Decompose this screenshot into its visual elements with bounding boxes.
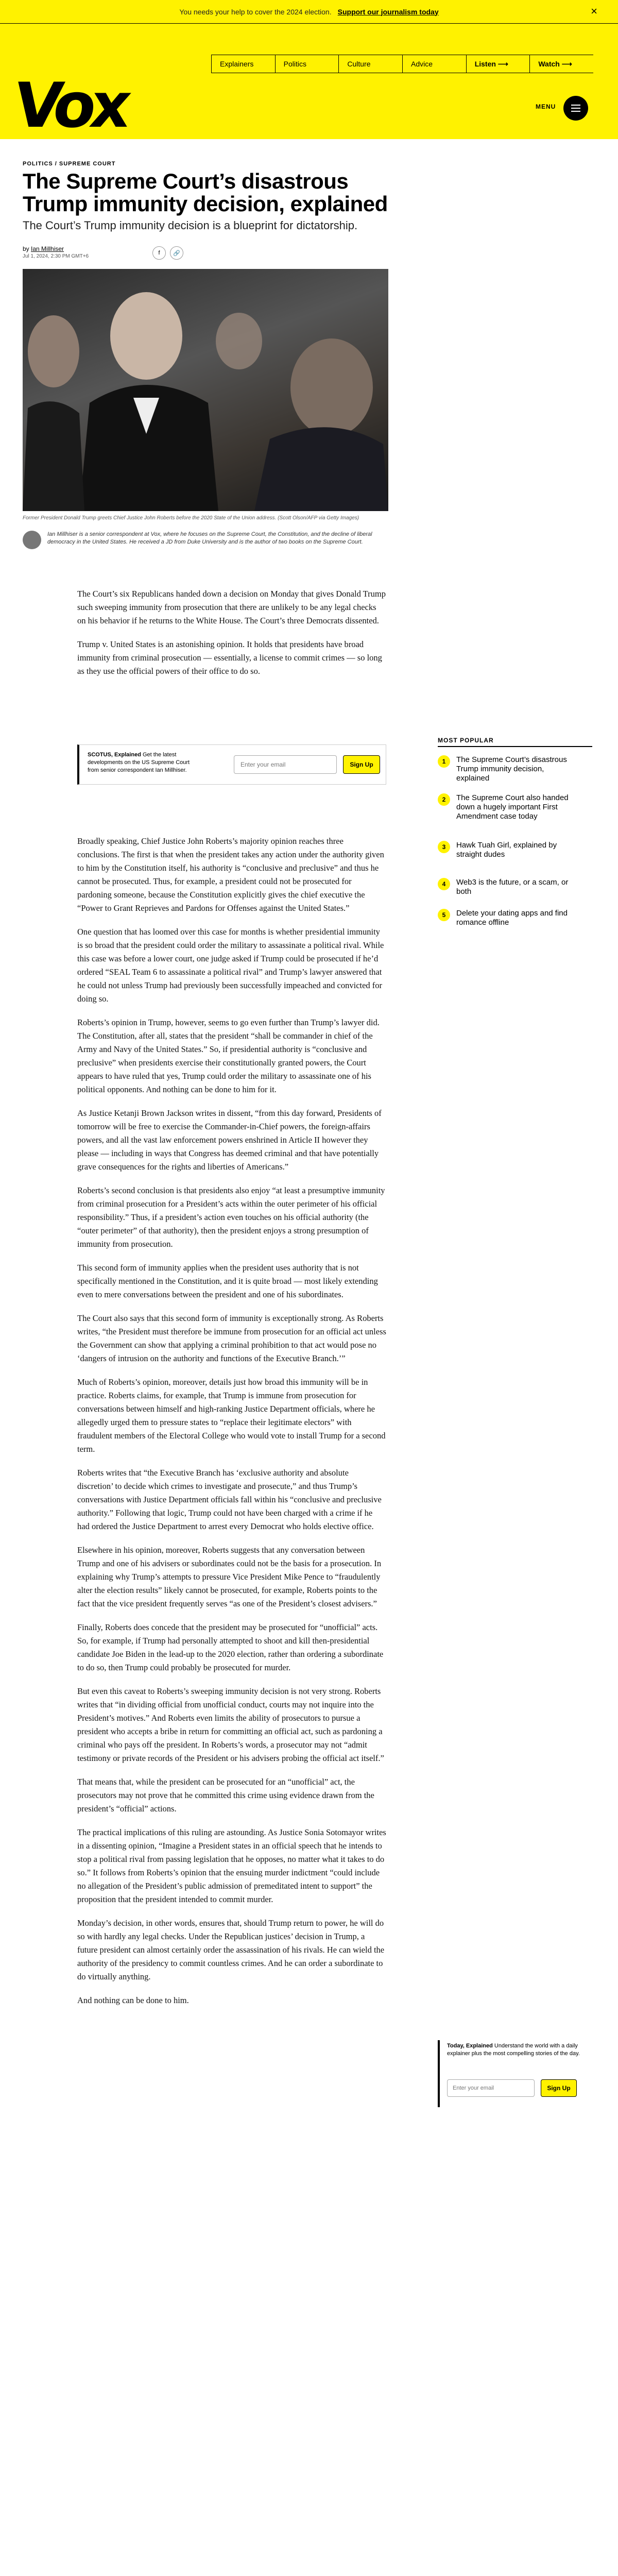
byline bbox=[23, 245, 64, 252]
paragraph: That means that, while the president can be prosecuted for an “unofficial” act, the prosecutors may not prove that he committed this crime using evidence drawn from the president’s “official” actions. bbox=[77, 1777, 374, 1814]
paragraph: But even this caveat to Roberts’s sweeping immunity decision is not very strong. Roberts writes that “in dividing official from unofficial conduct, courts may not inquire into the President’s motives.” And Roberts even limits the ability of prosecutors to pursue a president who accepts a bribe in return for committing an official act, such as pardoning a criminal who pays off the president. In Roberts’s words, a prosecutor may not “admit testimony or private records of the President or his advisers probing the official act itself.” bbox=[77, 1686, 384, 1763]
paragraph: Elsewhere in his opinion, moreover, Roberts suggests that any conversation between Trump and one of his advisers or subordinates could not be the basis for a prosecution. In explaining why Trump’s attempts to pressure Vice President Mike Pence to “fraudulently alter the election results” likely cannot be prosecuted, for example, Roberts points to the fact that the vice president frequently serves “as one of the President’s closest advisers.” bbox=[77, 1545, 382, 1608]
newsletter-title: SCOTUS, Explained bbox=[88, 752, 141, 758]
publish-date: Jul 1, 2024, 2:30 PM GMT+6 bbox=[23, 253, 89, 259]
copy-link-icon[interactable]: 🔗 bbox=[170, 246, 183, 260]
rank-badge: 2 bbox=[438, 793, 450, 806]
nav-explainers[interactable]: Explainers bbox=[211, 55, 275, 73]
hero-illustration bbox=[23, 269, 388, 511]
newsletter-text bbox=[88, 751, 191, 774]
newsletter-email-input[interactable]: Enter your email bbox=[234, 755, 337, 774]
newsletter-signup bbox=[77, 744, 386, 785]
paragraph: As Justice Ketanji Brown Jackson writes in dissent, “from this day forward, Presidents of tomorrow will be free to exercise the Commander-in-Chief powers, the foreign-affairs powers, and all the vast law enforcement powers enshrined in Article II however they please — including in ways that Congress has deemed criminal and that have potentially grave consequences for the rights and liberties of Americans.” bbox=[77, 1108, 382, 1172]
most-popular-link[interactable]: Web3 is the future, or a scam, or both bbox=[456, 878, 569, 896]
most-popular-link[interactable]: Delete your dating apps and find romance offline bbox=[456, 909, 568, 927]
article-headline: The Supreme Court’s disastrous Trump immunity decision, explained bbox=[23, 169, 388, 216]
author-bio bbox=[23, 531, 388, 551]
rank-badge: 3 bbox=[438, 841, 450, 853]
paragraph: Roberts’s second conclusion is that presidents also enjoy “at least a presumptive immunity from criminal prosecution for a President’s acts within the outer perimeter of his official responsibility.” Thus, if a president’s action even touches on his official authority (the “outer perimeter” of that authority), then the president enjoys a strong presumption of immunity from prosecution. bbox=[77, 1185, 385, 1249]
paragraph: The practical implications of this ruling are astounding. As Justice Sonia Sotomayor writes in a dissenting opinion, “Imagine a President states in an official speech that he intends to stop a political rival from passing legislation that he opposes, no matter what it takes to do so.” It follows from Roberts’s opinion that the ensuing murder indictment “could include no allegation of the President’s public admission of premeditated intent to support” the proposition that the president intended to commit murder. bbox=[77, 1827, 386, 1904]
most-popular-link[interactable]: The Supreme Court also handed down a hugely important First Amendment case today bbox=[456, 793, 569, 821]
nav-politics[interactable]: Politics bbox=[275, 55, 339, 73]
menu-icon[interactable] bbox=[563, 96, 588, 121]
site-header bbox=[0, 24, 618, 142]
byline-prefix: by bbox=[23, 245, 29, 252]
paragraph: And nothing can be done to him. bbox=[77, 1995, 189, 2005]
sidebar-signup-button[interactable]: Sign Up bbox=[541, 2079, 577, 2097]
menu-label[interactable]: MENU bbox=[536, 103, 556, 110]
most-popular-link[interactable]: Hawk Tuah Girl, explained by straight dudes bbox=[456, 841, 557, 859]
support-banner bbox=[0, 0, 618, 24]
article-body bbox=[77, 835, 386, 2018]
sidebar-newsletter-text bbox=[447, 2042, 591, 2058]
paragraph: This second form of immunity applies when the president uses authority that is not specifically mentioned in the Constitution, and it is quite broad — most likely extending even to mere conversations between the president and one of his subordinates. bbox=[77, 1263, 378, 1299]
paragraph: The Court’s six Republicans handed down a decision on Monday that gives Donald Trump such sweeping immunity from prosecution that there are unlikely to be any legal checks on his behavior if he returns to the White House. The Court’s three Democrats dissented. bbox=[77, 589, 386, 625]
nav-listen[interactable]: Listen ⟶ bbox=[466, 55, 530, 73]
paragraph: Roberts’s opinion in Trump, however, seems to go even further than Trump’s lawyer did. The Constitution, after all, states that the president “shall be commander in chief of the Army and Navy of the United States.” So, if presidential authority is “conclusive and preclusive” when presidents exercise their constitutionally granted powers, the Court appears to have ruled that yes, Trump could order the military to assassinate one of his political opponents. And nothing can be done to him for it. bbox=[77, 1018, 380, 1094]
newsletter-signup-button[interactable]: Sign Up bbox=[343, 755, 380, 774]
vox-logo[interactable]: Vox bbox=[9, 70, 131, 142]
newsletter-description: Get the latest developments on the US Supreme Court from senior correspondent Ian Millhiser. bbox=[88, 752, 190, 773]
paragraph: Broadly speaking, Chief Justice John Roberts’s majority opinion reaches three conclusions. The first is that when the president takes any action under the authority given to him by the Constitution itself, his authority is “conclusive and preclusive” and thus he cannot be prosecuted. Thus, for example, a president could not be prosecuted for pardoning someone, because the Constitution explicitly gives the chief executive the “Power to Grant Reprieves and Pardons for Offenses against the United States.” bbox=[77, 836, 384, 913]
paragraph: Monday’s decision, in other words, ensures that, should Trump return to power, he will do so with hardly any legal checks. Under the Republican justices’ decision in Trump, a future president can almost certainly order the assassination of his rivals. He can wield the authority of the presidency to commit countless crimes. And he can order a subordinate to do virtually anything. bbox=[77, 1918, 385, 1981]
rank-badge: 1 bbox=[438, 755, 450, 768]
sidebar-newsletter-title: Today, Explained bbox=[447, 2043, 493, 2049]
paragraph: Finally, Roberts does concede that the president may be prosecuted for “unofficial” acts. So, for example, if Trump had personally attempted to shoot and kill then-presidential candidate Joe Biden in the lead-up to the 2020 election, rather than ordering a subordinate to do so, then Trump could probably be prosecuted for murder. bbox=[77, 1622, 384, 1672]
divider bbox=[438, 746, 592, 747]
most-popular-link[interactable]: The Supreme Court’s disastrous Trump immunity decision, explained bbox=[456, 755, 567, 783]
banner-support-link[interactable]: Support our journalism today bbox=[337, 7, 439, 16]
sidebar-newsletter bbox=[438, 2040, 592, 2107]
author-link[interactable]: Ian Millhiser bbox=[31, 245, 64, 252]
paragraph: Trump v. United States is an astonishing opinion. It holds that presidents have broad immunity from criminal prosecution — essentially, a license to commit crimes — so long as they use the official powers of their office to do so. bbox=[77, 639, 382, 676]
author-avatar bbox=[23, 531, 41, 549]
article-body-intro bbox=[77, 587, 386, 688]
hero-photo bbox=[23, 269, 388, 511]
paragraph: One question that has loomed over this case for months is whether presidential immunity is so broad that the president could order the military to assassinate a political rival. While this case was before a lower court, one judge asked if Trump could be prosecuted if he’d ordered “SEAL Team 6 to assassinate a political rival” and Trump’s lawyer answered that he could not unless Trump had previously been successfully impeached and convicted for doing so. bbox=[77, 927, 384, 1004]
main-nav bbox=[211, 55, 593, 73]
rank-badge: 5 bbox=[438, 909, 450, 921]
article-kicker[interactable]: POLITICS / SUPREME COURT bbox=[23, 161, 116, 167]
sidebar-newsletter-description: Understand the world with a daily explainer plus the most compelling stories of the day. bbox=[447, 2043, 580, 2057]
nav-advice[interactable]: Advice bbox=[402, 55, 466, 73]
most-popular-title: MOST POPULAR bbox=[438, 737, 494, 744]
rank-badge: 4 bbox=[438, 878, 450, 890]
paragraph: Much of Roberts’s opinion, moreover, details just how broad this immunity will be in practice. Roberts claims, for example, that Trump is immune from prosecution for conversations between himself and high-ranking Justice Department officials, where he allegedly urged them to pressure states to “replace their legitimate electors” with fraudulent members of the Electoral College who would vote to install Trump for a second term. bbox=[77, 1377, 386, 1454]
paragraph: The Court also says that this second form of immunity is exceptionally strong. As Roberts writes, “the President must therefore be immune from prosecution for an official act unless the Government can show that applying a criminal prohibition to that act would pose no ‘dangers of intrusion on the authority and functions of the Executive Branch.’” bbox=[77, 1313, 386, 1363]
nav-culture[interactable]: Culture bbox=[338, 55, 402, 73]
article-dek: The Court’s Trump immunity decision is a blueprint for dictatorship. bbox=[23, 219, 358, 232]
author-bio-text: Ian Millhiser is a senior correspondent at Vox, where he focuses on the Supreme Court, the Constitution, and the decline of liberal democracy in the United States. He received a JD from Duke University and is the author of two books on the Supreme Court. bbox=[47, 531, 372, 545]
paragraph: Roberts writes that “the Executive Branch has ‘exclusive authority and absolute discretion’ to decide which crimes to investigate and prosecute,” and thus Trump’s conversations with Justice Department officials fall within his “conclusive and preclusive authority.” Following that logic, Trump could not have been charged with a crime if he had ordered the Justice Department to arrest every Democrat who holds elective office. bbox=[77, 1468, 382, 1531]
banner-message: You needs your help to cover the 2024 election. bbox=[179, 7, 332, 16]
close-icon[interactable]: × bbox=[591, 5, 597, 18]
facebook-share-icon[interactable]: f bbox=[152, 246, 166, 260]
photo-caption: Former President Donald Trump greets Chief Justice John Roberts before the 2020 State of the Union address. (Scott Olson/AFP via Getty Images) bbox=[23, 515, 359, 521]
sidebar-email-input[interactable]: Enter your email bbox=[447, 2079, 535, 2097]
nav-watch[interactable]: Watch ⟶ bbox=[529, 55, 593, 73]
